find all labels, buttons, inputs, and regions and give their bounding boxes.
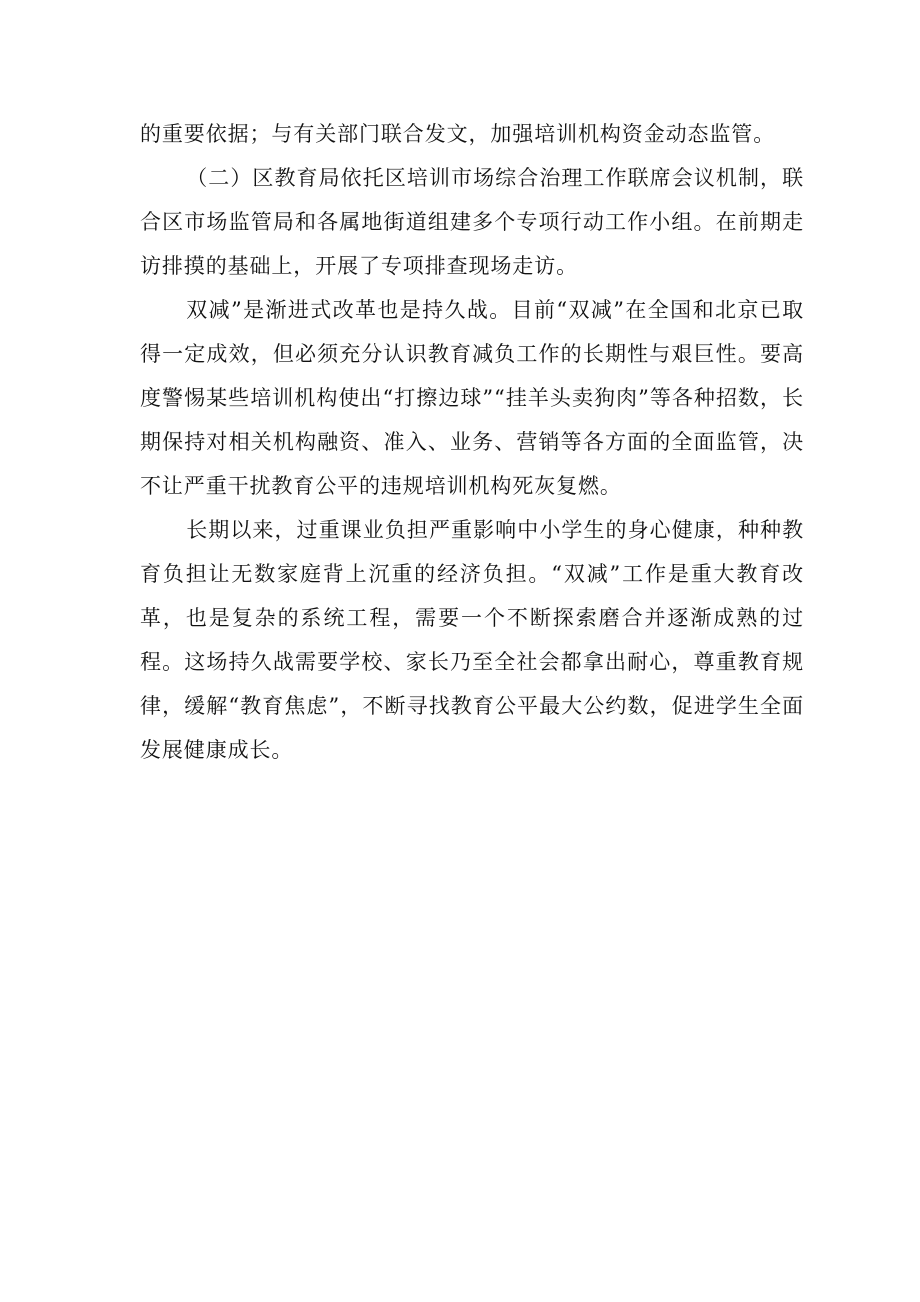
paragraph-4: 长期以来，过重课业负担严重影响中小学生的身心健康，种种教育负担让无数家庭背上沉重的经济负担。“双减”工作是重大教育改革，也是复杂的系统工程，需要一个不断探索磨合并逐渐成熟的过程。这场持久战需要学校、家长乃至全社会都拿出耐心，尊重教育规律，缓解“教育焦虑”，不断寻找教育公平最大公约数，促进学生全面发展健康成长。 <box>140 518 804 762</box>
paragraph-3: 双减”是渐进式改革也是持久战。目前“双减”在全国和北京已取得一定成效，但必须充分认识教育减负工作的长期性与艰巨性。要高度警惕某些培训机构使出“打擦边球”“挂羊头卖狗肉”等各种招数，长期保持对相关机构融资、准入、业务、营销等各方面的全面监管，决不让严重干扰教育公平的违规培训机构死灰复燃。 <box>140 298 804 498</box>
document-body <box>140 112 804 772</box>
paragraph-1: 的重要依据；与有关部门联合发文，加强培训机构资金动态监管。 <box>140 122 776 146</box>
paragraph-2: （二）区教育局依托区培训市场综合治理工作联席会议机制，联合区市场监管局和各属地街道组建多个专项行动工作小组。在前期走访排摸的基础上，开展了专项排查现场走访。 <box>140 166 804 278</box>
